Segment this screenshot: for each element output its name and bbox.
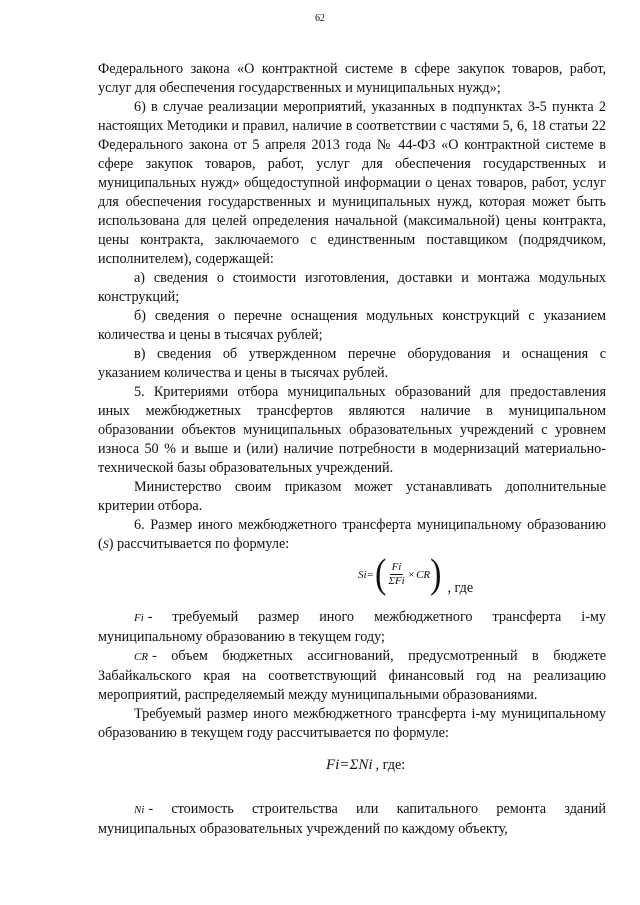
paragraph-item-a: а) сведения о стоимости изготовления, доставки и монтажа модульных конструкций; [98, 270, 606, 305]
fraction-denominator: ΣFi [388, 575, 405, 587]
main-text [98, 60, 606, 554]
definitions-block [98, 608, 606, 743]
formula-si [358, 552, 473, 597]
fraction-numerator: Fi [391, 561, 402, 573]
symbol-s: S [102, 537, 109, 551]
formula-fi [326, 757, 405, 774]
paragraph-item-6: 6) в случае реализации мероприятий, указанных в подпунктах 3-5 пункта 2 настоящих Методики и правил, наличие в соответствии с частями 5, 6, 18 статьи 22 Федерального закона от 5 апреля 2013 года № 44-ФЗ «О контрактной системе в сфере закупок товаров, работ, услуг для обеспечения государственных и муниципальных нужд» общедоступной информации о ценах товаров, работ, услуг для обеспечения государственных и муниципальных нужд, которая может быть использована для целей определения начальной (максимальной) цены контракта, цены контракта, заключаемого с единственным поставщиком (подрядчиком, исполнителем), содержащей: [98, 99, 606, 267]
para6-before: 6. Размер иного межбюджетного трансферта муниципальному образованию ( [98, 517, 606, 552]
paragraph-law-continuation: Федерального закона «О контрактной системе в сфере закупок товаров, работ, услуг для обеспечения государственных и муниципальных нужд»; [98, 61, 606, 96]
para6-after: ) рассчитывается по формуле: [108, 536, 290, 552]
symbol-fi: Fi [134, 612, 144, 624]
right-paren: ) [430, 551, 442, 597]
fraction [388, 561, 404, 588]
paragraph-item-v: в) сведения об утвержденном перечне оборудования и оснащения с указанием количества и цены в тысячах рублей. [98, 346, 606, 381]
left-paren: ( [374, 551, 387, 597]
paragraph-item-b: б) сведения о перечне оснащения модульных конструкций с указанием количества и цены в тысячах рублей; [98, 308, 606, 343]
formula-factor: CR [416, 568, 431, 581]
definition-cr [98, 647, 606, 705]
definition-cr-text: - объем бюджетных ассигнований, предусмотренный в бюджете Забайкальского края на соответствующий финансовый год на реализацию мероприятий, распределяемый между муниципальными образованиями. [98, 648, 606, 703]
definition-ni [98, 800, 606, 839]
definition-n-block [98, 800, 606, 839]
paragraph-item-6-size [98, 516, 606, 554]
formula2-where: , где: [375, 757, 406, 773]
definition-ni-text: - стоимость строительства или капитального ремонта зданий муниципальных образовательных учреждений по каждому объекту, [98, 801, 606, 837]
symbol-ni: Ni [134, 804, 145, 816]
formula2-expr: Fi=ΣNi [326, 757, 373, 773]
paragraph-ministry: Министерство своим приказом может устанавливать дополнительные критерии отбора. [98, 479, 606, 514]
definition-fi-text: - требуемый размер иного межбюджетного трансферта i-му муниципальному образованию в текущем году; [98, 609, 606, 645]
paragraph-criteria: 5. Критериями отбора муниципальных образований для предоставления иных межбюджетных трансфертов являются наличие в муниципальном образовании объектов муниципальных образовательных учреждений с уровнем износа 50 % и выше и (или) наличие потребности в модернизаций материально-технической базы образовательных учреждений. [98, 384, 606, 476]
formula-lhs: Si= [358, 568, 374, 581]
paragraph-required-size: Требуемый размер иного межбюджетного трансферта i-му муниципальному образованию в текущем году рассчитывается по формуле: [98, 706, 606, 741]
definition-fi [98, 608, 606, 647]
formula-where: , где [447, 580, 474, 596]
symbol-cr: CR [134, 651, 149, 663]
page-number: 62 [315, 13, 325, 24]
times-sign: × [407, 568, 416, 581]
